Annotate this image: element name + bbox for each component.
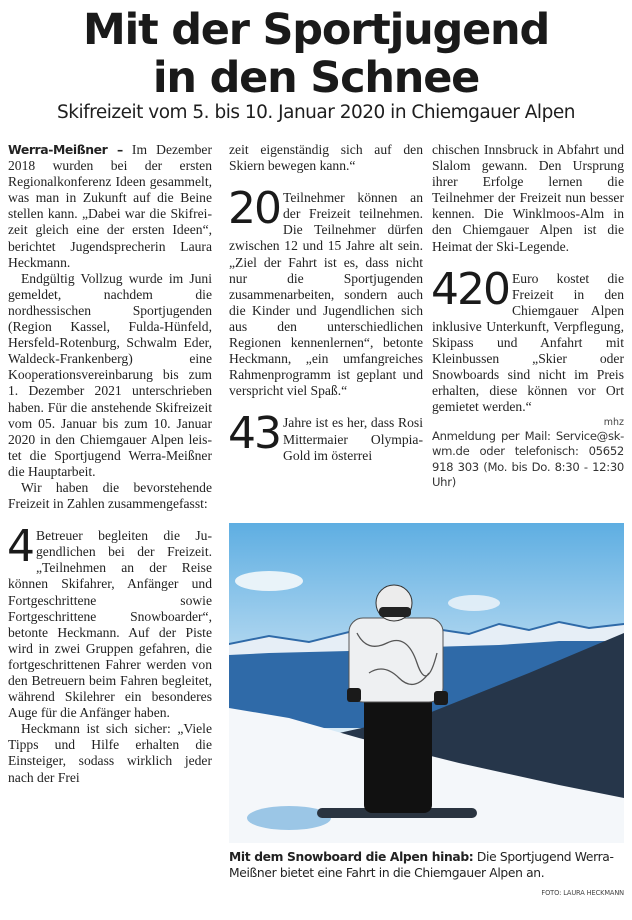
paragraph: Heckmann ist sich sicher: „Viele Tipps und Hilfe erhalten die Einsteiger, sodass wirklich jeder nach der Frei (8, 721, 212, 785)
photo-credit: FOTO: LAURA HECKMANN (541, 889, 624, 897)
snowboarder-pants (364, 693, 432, 813)
paragraph: zeit eigenständig sich auf den Skiern bewegen kann.“ (229, 142, 423, 174)
dateline: Werra-Meißner – (8, 142, 123, 157)
photo-caption (229, 849, 627, 881)
headline (0, 6, 632, 102)
author-tag: mhz (603, 416, 624, 428)
cloud (235, 571, 303, 591)
column-2 (229, 142, 423, 464)
snowboard-photo (229, 523, 624, 843)
photo-illustration (229, 523, 624, 843)
paragraph: Wir haben die bevorstehende Freizeit in Zahlen zusammengefasst: (8, 479, 212, 512)
fact-text: Jahre ist es her, dass Rosi Mittermaier Olympia-Gold im österrei (283, 415, 423, 463)
fact-betreuer (7, 521, 212, 721)
paragraph: Endgültig Vollzug wurde im Juni gemeldet, nachdem die nordhessischen Sportjugenden (Region Kassel, Fulda-Hünfeld, Hersfeld-Rotenburg, Schwalm Eder, Waldeck-Frankenberg) eine Kooperationsvereinbarung bis zum 1. Dezember 2021 unterschrieben haben. Für die anstehende Skifreizeit vom 05. Januar bis zum 10. Januar 2020 in den Chiemgauer Alpen leistet die Sportjugend Werra-Meißner die Hauptarbeit. (8, 270, 212, 479)
left-glove (347, 688, 361, 702)
fact-number: 4 (7, 521, 33, 573)
fact-number: 43 (228, 408, 280, 460)
fact-text: Betreuer begleiten die Jugendlichen bei der Freizeit. „Teilnehmen an der Reise können Skifahrer, Anfänger und Fortgeschrittene sowie Fortgeschrittene Snowboarder“, betonte Heckmann. Auf der Piste wird in zwei Gruppen gefahren, die fortgeschrittenen Fahrer werden von den Betreuern beim Fahren begleitet, während Skilehrer ein besonderes Auge für die Anfänger haben. (8, 528, 212, 721)
subheadline: Skifreizeit vom 5. bis 10. Januar 2020 in Chiemgauer Alpen (57, 102, 575, 123)
registration-info: Anmeldung per Mail: Service@sk-wm.de oder telefonisch: 05652 918 303 (Mo. bis Do. 8:30 - 12:30 Uhr) (432, 428, 624, 490)
snowboarder-jacket (349, 618, 443, 702)
paragraph: chischen Innsbruck in Abfahrt und Slalom gewann. Den Ursprung ihrer Erfolge lernen die Teilnehmer der Freizeit nun besser kennen. Die Winklmoos-Alm in den Chiemgauer Alpen ist die Heimat der Ski-Legende. (432, 142, 624, 254)
right-glove (434, 691, 448, 705)
fact-number: 20 (228, 183, 280, 235)
intro-text: Im Dezember 2018 wurden bei der ersten Regionalkonferenz Ideen gesammelt, was man in Zukunft auf die Beine stellen kann. „Dabei war die Skifreizeit gleich eine der ersten Ideen“, berichtet Jugendsprecherin Laura Heckmann. (8, 142, 212, 270)
caption-text: Die Sportjugend Werra-Meißner bietet eine Fahrt in die Chiemgauer Alpen an. (229, 850, 614, 880)
fact-jahre (228, 408, 423, 463)
fact-teilnehmer (228, 183, 423, 399)
fact-text: Teilnehmer können an der Freizeit teilnehmen. Die Teilnehmer dürfen zwischen 12 und 15 Jahre alt sein. „Ziel der Fahrt ist es, dass nicht nur die Sportjugenden zusammenarbeiten, sondern auch die Kinder und Jugendlichen sich aus den unterschiedlichen Regionen kennenlernen“, betonte Heckmann, „ein umfangreiches Rahmenprogramm ist geplant und verspricht viel Spaß.“ (229, 190, 423, 399)
intro-paragraph (8, 142, 212, 271)
headline-line-1: Mit der Sportjugend (82, 5, 550, 55)
goggles (379, 607, 411, 617)
caption-title: Mit dem Snowboard die Alpen hinab: (229, 850, 474, 864)
headline-line-2: in den Schnee (152, 53, 480, 103)
column-3 (432, 142, 624, 491)
fact-number: 420 (431, 263, 509, 315)
cloud (448, 595, 500, 611)
fact-text: Euro kostet die Freizeit in den Chiemgauer Alpen inklusive Unterkunft, Verpflegung, Skipass und Anfahrt mit Kleinbussen „Skier oder Snowboards sind nicht im Preis erhalten, diese können vor Ort gemietet werden.“ (432, 270, 624, 415)
fact-euro (431, 263, 624, 416)
column-1 (8, 142, 212, 786)
